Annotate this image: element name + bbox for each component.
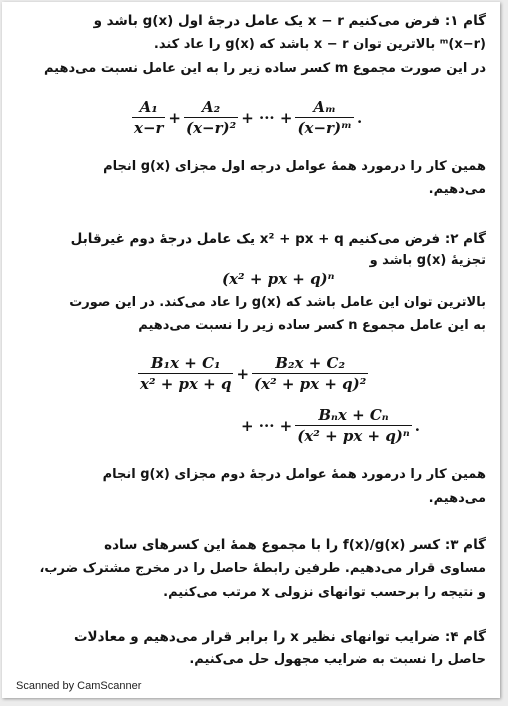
step2-formula-row1: $\frac{\text{B₁x + C₁}}{\text{x² + px + q}}$ + $\frac{\text{B₂x + C₂}}{\text{(x² + px + q)²}}$: [140, 354, 367, 393]
fraction-denominator: (x² + px + q)²: [254, 375, 367, 393]
fraction-denominator: (x−r)²: [186, 119, 237, 137]
fraction-m: [295, 98, 354, 137]
step2-after-line2: می‌دهیم.: [428, 491, 486, 506]
fraction-numerator: A₁: [139, 98, 158, 116]
step1-after-line1: همین کار را درمورد همهٔ عوامل درجه اول مجزای g(x) انجام: [103, 159, 486, 174]
fraction-numerator: B₂x + C₂: [275, 354, 346, 372]
fraction-n: [295, 406, 412, 445]
step4-line1: گام ۴: ضرایب توانهای نظیر x را برابر قرار می‌دهیم و معادلات: [73, 629, 486, 645]
step2-line1: گام ۲: فرض می‌کنیم x² + px + q یک عامل درجهٔ دوم غیرقابل: [70, 231, 486, 247]
fraction-numerator: A₂: [201, 98, 221, 116]
step2-after-line1: همین کار را درمورد همهٔ عوامل درجهٔ دوم مجزای g(x) انجام: [102, 467, 486, 482]
fraction-1: [138, 354, 233, 393]
formula-end: .: [414, 416, 421, 435]
step2-formula-row2: [238, 406, 423, 445]
fraction-2: [252, 354, 368, 393]
document-page: [2, 2, 500, 698]
fraction-denominator: x² + px + q: [140, 375, 232, 393]
fraction-1: [132, 98, 165, 137]
scanner-watermark: Scanned by CamScanner: [16, 680, 142, 692]
step1-after-line2: می‌دهیم.: [428, 182, 486, 197]
step3-line2: مساوی قرار می‌دهیم. طرفین رابطهٔ حاصل را در مخرج مشترک ضرب،: [39, 561, 486, 576]
step1-line2: (x−r)ᵐ بالاترین توان x − r باشد که g(x) را عاد کند.: [153, 37, 486, 52]
fraction-numerator: Aₘ: [313, 98, 336, 116]
step4-line2: حاصل را نسبت به ضرایب مجهول حل می‌کنیم.: [189, 652, 486, 667]
formula-end: .: [356, 108, 363, 127]
step2-line2: تجزیهٔ g(x) باشد و: [369, 253, 486, 268]
step3-line1: گام ۳: کسر f(x)/g(x) را با مجموع همهٔ این کسرهای ساده: [104, 537, 486, 553]
fraction-2: [184, 98, 238, 137]
fraction-denominator: x−r: [134, 119, 164, 137]
step1-line1: گام ۱: فرض می‌کنیم x − r یک عامل درجهٔ اول g(x) باشد و: [93, 13, 486, 29]
step2-line3: بالاترین توان این عامل باشد که g(x) را عاد می‌کند. در این صورت: [69, 295, 486, 310]
step3-line3: و نتیجه را برحسب توانهای نزولی x مرتب می‌کنیم.: [163, 585, 486, 600]
fraction-denominator: (x² + px + q)ⁿ: [297, 427, 410, 445]
step2-line4: به این عامل مجموع n کسر ساده زیر را نسبت می‌دهیم: [138, 318, 486, 333]
fraction-numerator: Bₙx + Cₙ: [318, 406, 389, 424]
fraction-denominator: (x−r)ᵐ: [297, 119, 352, 137]
ellipsis-plus: + ··· +: [241, 108, 293, 127]
step1-line3: در این صورت مجموع m کسر ساده زیر را به این عامل نسبت می‌دهیم: [43, 61, 486, 76]
step1-formula: $\frac{\text{A₁}}{x-r}$ + $\frac{\text{A₂}}{\text{(x−r)²}}$ + ··· + $\frac{\text{Aₘ}}{\text{(x−r)ᵐ}}$ .: [134, 98, 363, 137]
fraction-numerator: B₁x + C₁: [150, 354, 221, 372]
step2-power-expression: (x² + px + q)ⁿ: [222, 270, 335, 288]
ellipsis-plus: + ··· +: [241, 416, 293, 435]
